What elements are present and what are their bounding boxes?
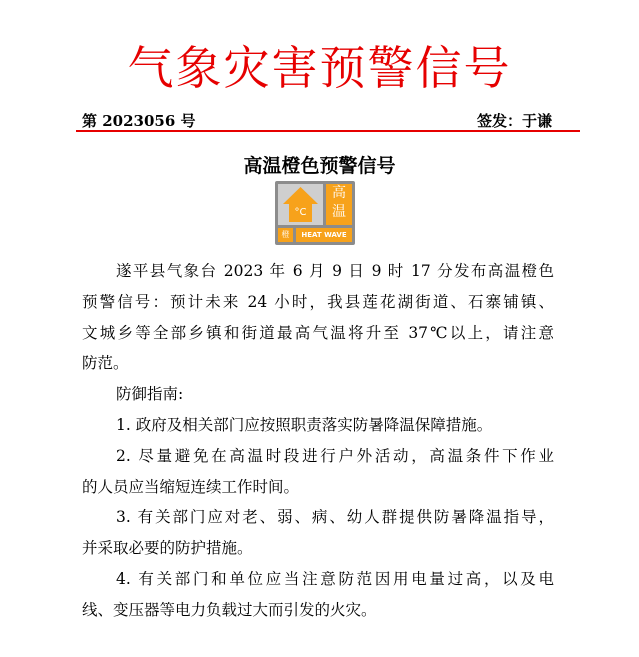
document-number: 第 2023056 号 bbox=[82, 112, 196, 130]
document-title: 气象灾害预警信号 bbox=[127, 41, 512, 95]
text-line: 文城乡等全部乡镇和街道最高气温将升至 37℃以上，请注意 bbox=[82, 323, 554, 342]
text-line: 3. 有关部门应对老、弱、病、幼人群提供防暑降温指导， bbox=[116, 508, 554, 527]
text-line: 1. 政府及相关部门应按照职责落实防暑降温保障措施。 bbox=[116, 415, 493, 434]
icon-level: 橙 bbox=[278, 228, 293, 242]
house-icon bbox=[278, 184, 323, 225]
text-line: 2. 尽量避免在高温时段进行户外活动，高温条件下作业 bbox=[116, 446, 554, 465]
svg-text:°C: °C bbox=[294, 207, 307, 218]
issuer: 签发：于谦 bbox=[476, 112, 552, 130]
text-line: 预警信号：预计未来 24 小时，我县莲花湖街道、石寨铺镇、 bbox=[82, 292, 554, 311]
text-line: 并采取必要的防护措施。 bbox=[82, 539, 253, 558]
text-line: 遂平县气象台 2023 年 6 月 9 日 9 时 17 分发布高温橙色 bbox=[116, 262, 554, 280]
text-line: 防范。 bbox=[82, 354, 129, 373]
icon-label: 高 温 bbox=[326, 184, 352, 225]
document-body bbox=[82, 256, 554, 626]
signal-title: 高温橙色预警信号 bbox=[243, 155, 396, 177]
guide-heading: 防御指南: bbox=[116, 385, 184, 404]
document-meta bbox=[82, 110, 552, 131]
text-line: 4. 有关部门和单位应当注意防范因用电量过高，以及电 bbox=[116, 569, 554, 588]
red-divider bbox=[76, 130, 580, 132]
text-line: 线、变压器等电力负载过大而引发的火灾。 bbox=[82, 600, 377, 619]
text-line: 的人员应当缩短连续工作时间。 bbox=[82, 477, 300, 496]
icon-english: HEAT WAVE bbox=[296, 228, 352, 242]
heat-wave-orange-icon bbox=[275, 181, 355, 245]
